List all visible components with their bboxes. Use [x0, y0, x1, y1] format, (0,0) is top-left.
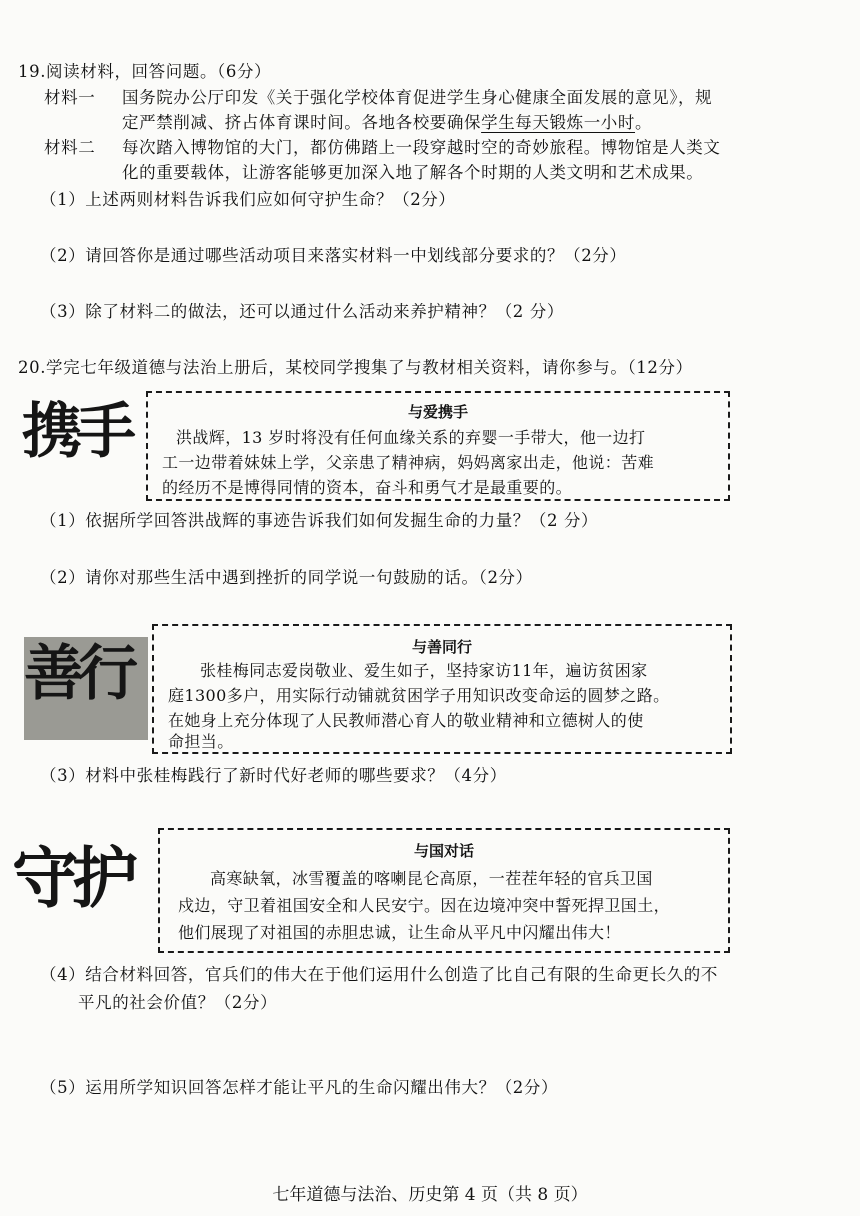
q19-stem: 19.阅读材料，回答问题。（6分）	[18, 62, 272, 81]
box-country-line2: 戍边，守卫着祖国安全和人民安宁。因在边境冲突中誓死捍卫国土，	[178, 896, 671, 915]
q20-sub5: （5）运用所学知识回答怎样才能让平凡的生命闪耀出伟大？（2分）	[40, 1078, 559, 1097]
box-kindness-line2: 庭1300多户，用实际行动铺就贫困学子用知识改变命运的圆梦之路。	[168, 686, 670, 705]
q20-sub4-line2: 平凡的社会价值？（2分）	[78, 993, 278, 1012]
calligraphy-shouhu: 守护	[12, 839, 132, 917]
q19-material1-label: 材料一	[44, 88, 96, 107]
box-kindness-line1: 张桂梅同志爱岗敬业、爱生如子，坚持家访11年，遍访贫困家	[200, 661, 648, 680]
q19-sub2: （2）请回答你是通过哪些活动项目来落实材料一中划线部分要求的？（2分）	[40, 246, 627, 265]
q19-material1-underlined: 学生每天锻炼一小时	[481, 113, 636, 132]
q19-material1-line2a: 定严禁削减、挤占体育课时间。各地各校要确保	[122, 113, 482, 132]
box-kindness-line4: 命担当。	[168, 732, 234, 751]
material-box-love	[146, 391, 730, 501]
q20-stem: 20.学完七年级道德与法治上册后，某校同学搜集了与教材相关资料，请你参与。（12分）	[18, 358, 693, 377]
q20-sub2: （2）请你对那些生活中遇到挫折的同学说一句鼓励的话。（2分）	[40, 568, 533, 587]
box-country-line1: 高寒缺氧，冰雪覆盖的喀喇昆仑高原，一茬茬年轻的官兵卫国	[210, 869, 653, 888]
box-title-kindness: 与善同行	[411, 638, 472, 656]
box-love-line2: 工一边带着妹妹上学，父亲患了精神病，妈妈离家出走，他说：苦难	[162, 453, 655, 472]
q19-material2-line1: 每次踏入博物馆的大门，都仿佛踏上一段穿越时空的奇妙旅程。博物馆是人类文	[122, 138, 721, 157]
q19-sub3: （3）除了材料二的做法，还可以通过什么活动来养护精神？（2 分）	[40, 302, 564, 321]
box-love-line1: 洪战辉，13 岁时将没有任何血缘关系的弃婴一手带大，他一边打	[176, 428, 646, 447]
calligraphy-shanxing: 善行	[24, 639, 132, 709]
box-title-country: 与国对话	[413, 842, 474, 860]
calligraphy-xieshou: 携手	[22, 397, 130, 467]
material-box-country	[158, 828, 730, 953]
box-love-line3: 的经历不是博得同情的资本，奋斗和勇气才是最重要的。	[162, 478, 573, 497]
q19-sub1: （1）上述两则材料告诉我们应如何守护生命？（2分）	[40, 190, 456, 209]
material-box-kindness	[152, 624, 732, 754]
q19-material1-line1: 国务院办公厅印发《关于强化学校体育促进学生身心健康全面发展的意见》，规	[122, 88, 713, 107]
q20-sub3: （3）材料中张桂梅践行了新时代好老师的哪些要求？（4分）	[40, 766, 507, 785]
q19-material1-line2c: 。	[635, 113, 653, 132]
box-kindness-line3: 在她身上充分体现了人民教师潜心育人的敬业精神和立德树人的使	[168, 711, 644, 730]
box-country-line3: 他们展现了对祖国的赤胆忠诚，让生命从平凡中闪耀出伟大！	[178, 923, 621, 942]
box-title-love: 与爱携手	[407, 403, 468, 421]
q19-material1-line2	[122, 110, 652, 136]
page-footer: 七年道德与法治、历史第 4 页（共 8 页）	[272, 1185, 588, 1205]
q20-sub4-line1: （4）结合材料回答，官兵们的伟大在于他们运用什么创造了比自己有限的生命更长久的不	[40, 965, 718, 984]
q19-material2-line2: 化的重要载体，让游客能够更加深入地了解各个时期的人类文明和艺术成果。	[122, 163, 704, 182]
q20-sub1: （1）依据所学回答洪战辉的事迹告诉我们如何发掘生命的力量？（2 分）	[40, 511, 599, 530]
q19-material2-label: 材料二	[44, 138, 96, 157]
